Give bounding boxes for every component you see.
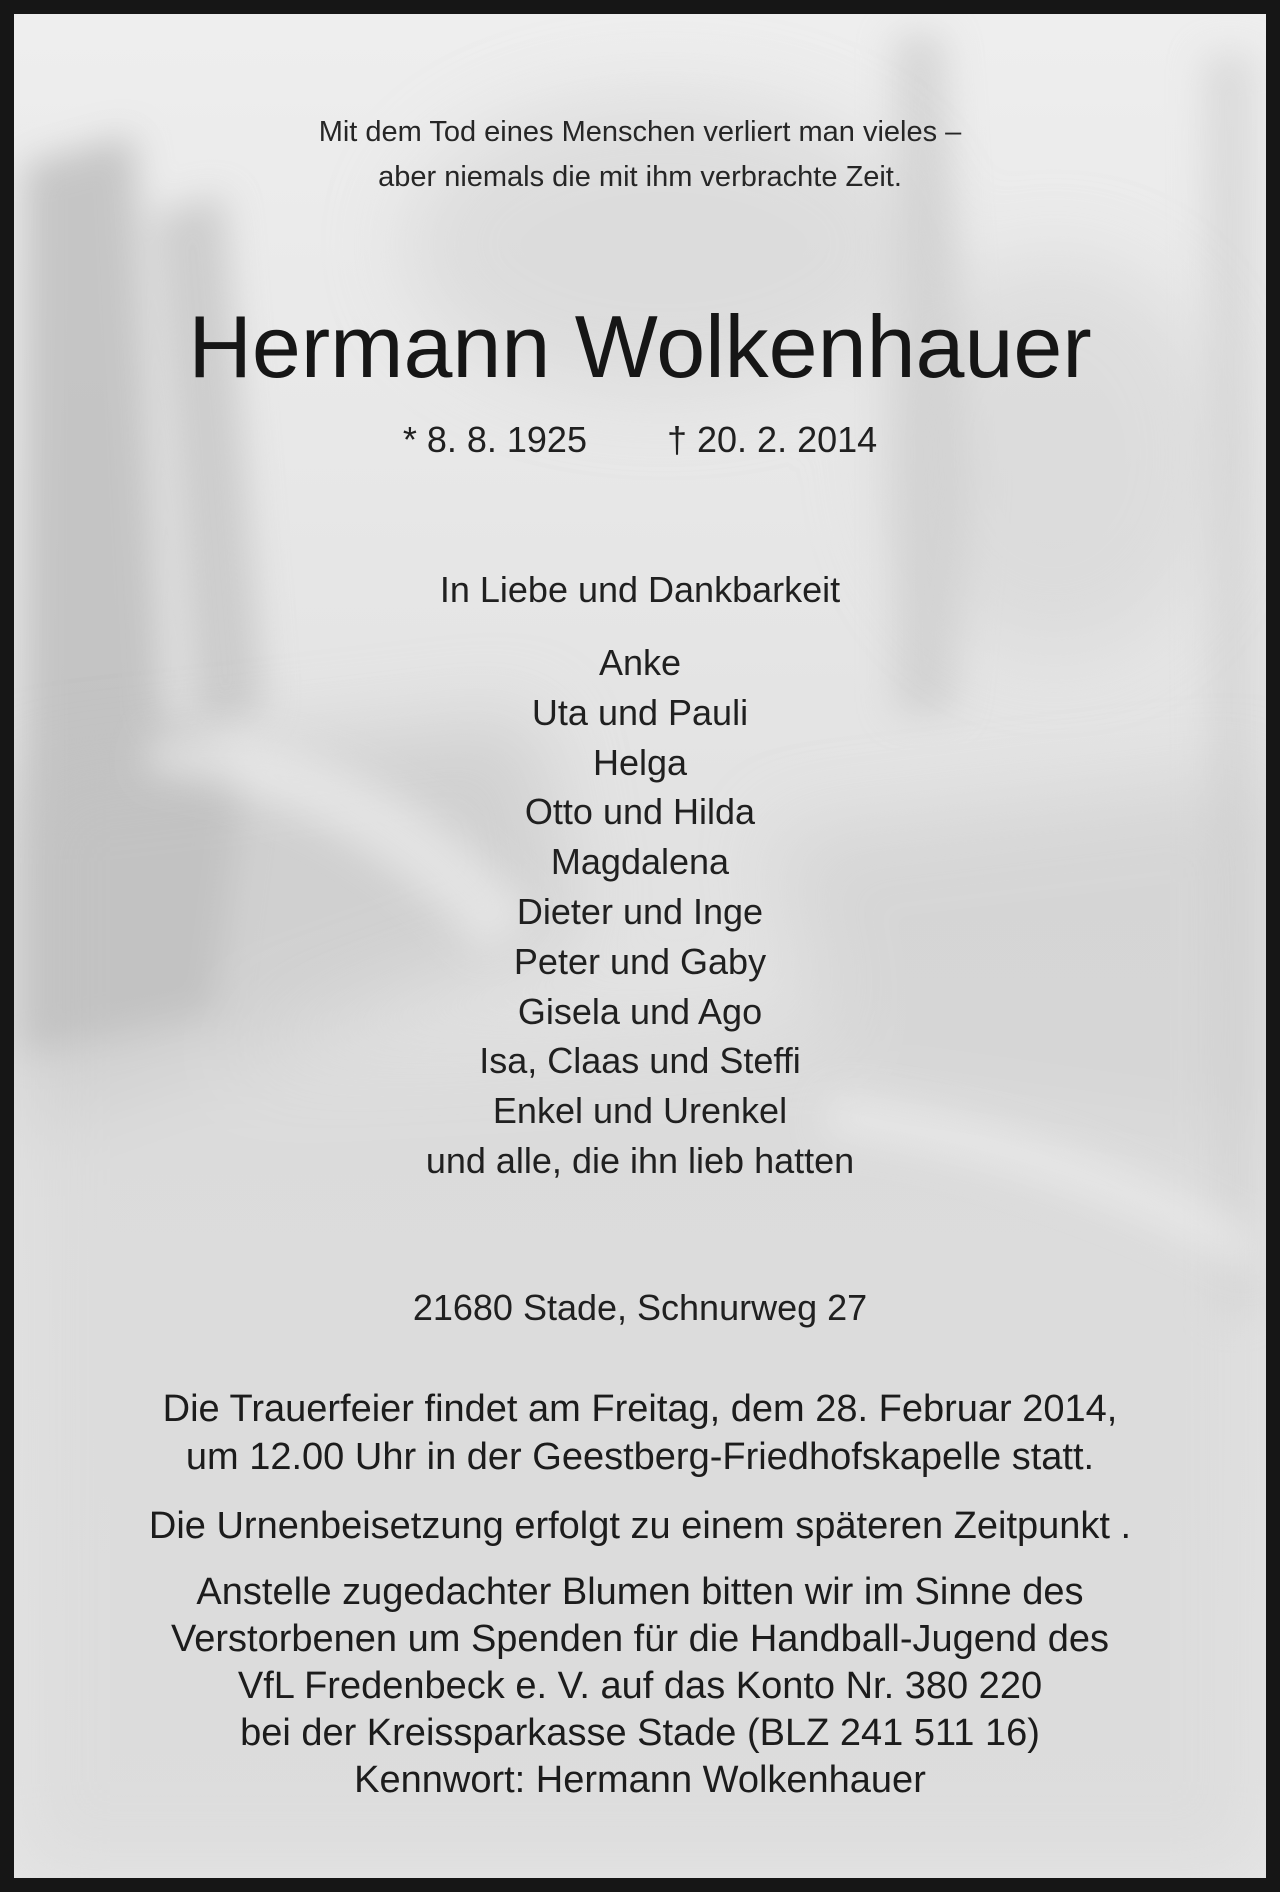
donation-request	[14, 1569, 1266, 1804]
mourner-item: Dieter und Inge	[516, 890, 764, 932]
urn-burial-info: Die Urnenbeisetzung erfolgt zu einem späteren Zeitpunkt .	[148, 1505, 1132, 1547]
mourner-item: Gisela und Ago	[517, 990, 763, 1032]
mourner-item: Uta und Pauli	[531, 691, 749, 733]
birth-date: * 8. 8. 1925	[402, 419, 587, 460]
mourner-item: Anke	[598, 642, 682, 683]
motto-line-1: Mit dem Tod eines Menschen verliert man vieles –	[318, 116, 962, 148]
mourner-item: Isa, Claas und Steffi	[479, 1040, 801, 1082]
donation-line-3: VfL Fredenbeck e. V. auf das Konto Nr. 380 220	[237, 1665, 1043, 1707]
deceased-name: Hermann Wolkenhauer	[188, 297, 1092, 396]
ceremony-line-2: um 12.00 Uhr in der Geestberg-Friedhofskapelle statt.	[185, 1436, 1095, 1478]
motto-line-2: aber niemals die mit ihm verbrachte Zeit.	[378, 161, 902, 193]
dedication-line: In Liebe und Dankbarkeit	[439, 569, 841, 610]
motto-quote	[14, 110, 1266, 200]
mourner-item: Enkel und Urenkel	[492, 1090, 788, 1132]
ceremony-line-1: Die Trauerfeier findet am Freitag, dem 28. Februar 2014,	[162, 1388, 1118, 1430]
funeral-service-info	[14, 1385, 1266, 1481]
life-dates	[14, 415, 1266, 465]
mourners-list	[14, 638, 1266, 1186]
death-date: † 20. 2. 2014	[666, 419, 878, 460]
mourner-item: Peter und Gaby	[513, 940, 767, 982]
donation-line-1: Anstelle zugedachter Blumen bitten wir im Sinne des	[196, 1571, 1084, 1613]
mourner-item: Magdalena	[550, 841, 730, 883]
mourner-item: Otto und Hilda	[524, 791, 756, 833]
mourner-item: Helga	[592, 741, 688, 783]
notice-content	[14, 14, 1266, 1878]
mourner-item: und alle, die ihn lieb hatten	[425, 1139, 855, 1181]
donation-keyword: Kennwort: Hermann Wolkenhauer	[354, 1759, 926, 1801]
donation-line-4: bei der Kreissparkasse Stade (BLZ 241 511 16)	[240, 1712, 1040, 1754]
family-address: 21680 Stade, Schnurweg 27	[412, 1287, 868, 1328]
donation-line-2: Verstorbenen um Spenden für die Handball-Jugend des	[171, 1618, 1109, 1660]
